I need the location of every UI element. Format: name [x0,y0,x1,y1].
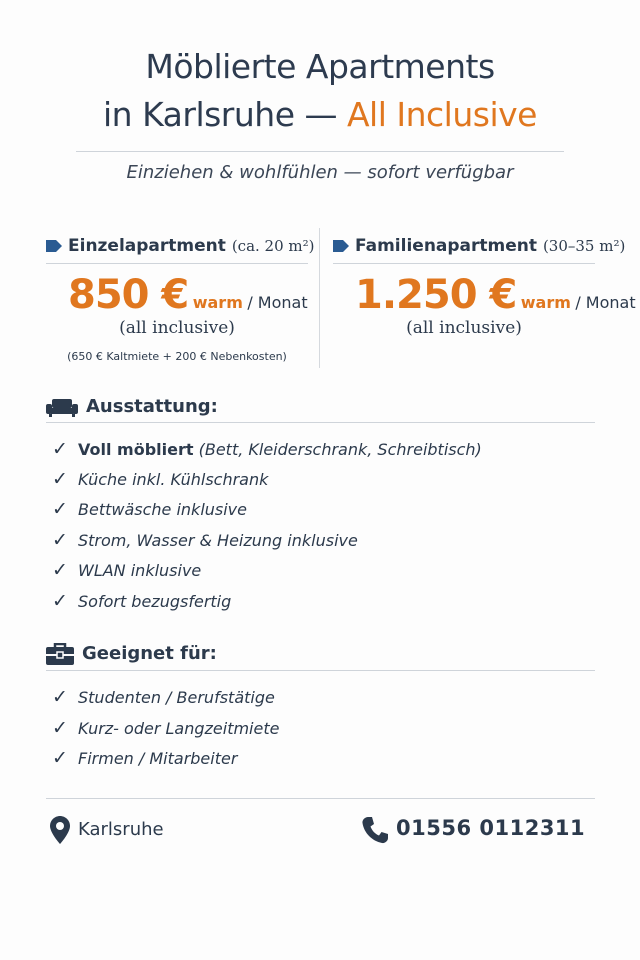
offer-price: 1.250 € [355,272,517,318]
offer-name: Familienapartment [355,236,538,256]
offer-price: 850 € [68,272,189,318]
column-divider [319,228,320,368]
offer-divider [46,263,308,264]
location-text: Karlsruhe [78,819,164,840]
suitable-text: Firmen / Mitarbeiter [78,749,238,768]
feature-bold: Voll möbliert [78,440,194,459]
title-prefix: in Karlsruhe — [103,95,347,134]
offer-per-month: / Monat [247,293,308,312]
suitable-divider [46,670,595,671]
page-title-line-1: Möblierte Apartments [145,47,495,86]
feature-text: Bettwäsche inklusive [78,500,247,519]
feature-text: Strom, Wasser & Heizung inklusive [78,531,358,550]
check-icon: ✓ [52,498,68,520]
check-icon: ✓ [52,747,68,769]
map-pin-icon [50,816,70,844]
offer-heading-family [333,236,625,256]
feature-text: Küche inkl. Kühlschrank [78,470,269,489]
offer-size: (30–35 m²) [542,237,626,255]
check-icon: ✓ [52,468,68,490]
offer-name: Einzelapartment [68,236,226,256]
check-icon: ✓ [52,559,68,581]
feature-item [52,529,358,551]
check-icon: ✓ [52,590,68,612]
features-divider [46,422,595,423]
offer-price-line [355,272,636,318]
offer-price-line [68,272,308,318]
title-divider [76,151,564,152]
offer-size: (ca. 20 m²) [231,237,315,255]
feature-item [52,468,268,490]
tag-icon [333,240,349,252]
tag-icon [46,240,62,252]
suitable-text: Kurz- oder Langzeitmiete [78,719,280,738]
phone[interactable] [362,816,585,844]
suitable-item [52,747,237,769]
title-accent: All Inclusive [346,95,537,134]
check-icon: ✓ [52,686,68,708]
feature-item [52,590,231,612]
suitable-item [52,686,275,708]
briefcase-icon [46,643,74,665]
offer-warm-label: warm [192,293,243,312]
suitable-heading-text: Geeignet für: [82,643,217,664]
suitable-item [52,717,279,739]
offer-breakdown: (650 € Kaltmiete + 200 € Nebenkosten) [67,350,287,363]
offer-inclusive: (all inclusive) [119,318,235,338]
check-icon: ✓ [52,438,68,460]
offer-inclusive: (all inclusive) [406,318,522,338]
subtitle: Einziehen & wohlfühlen — sofort verfügbar [126,162,514,183]
suitable-text: Studenten / Berufstätige [78,688,275,707]
phone-icon [362,816,388,844]
check-icon: ✓ [52,529,68,551]
location [50,816,164,844]
feature-text: (Bett, Kleiderschrank, Schreibtisch) [193,440,482,459]
features-heading-text: Ausstattung: [86,396,218,417]
offer-divider [333,263,595,264]
feature-item [52,438,482,460]
feature-text: WLAN inklusive [78,561,202,580]
phone-number: 01556 0112311 [396,816,586,840]
feature-text: Sofort bezugsfertig [78,592,232,611]
sofa-icon [46,397,78,417]
feature-item [52,498,247,520]
feature-item [52,559,201,581]
features-heading [46,396,218,417]
offer-warm-label: warm [520,293,571,312]
check-icon: ✓ [52,717,68,739]
page-title-line-2 [0,92,640,138]
offer-per-month: / Monat [575,293,636,312]
suitable-heading [46,643,217,665]
offer-heading-single [46,236,315,256]
footer-divider [46,798,595,799]
